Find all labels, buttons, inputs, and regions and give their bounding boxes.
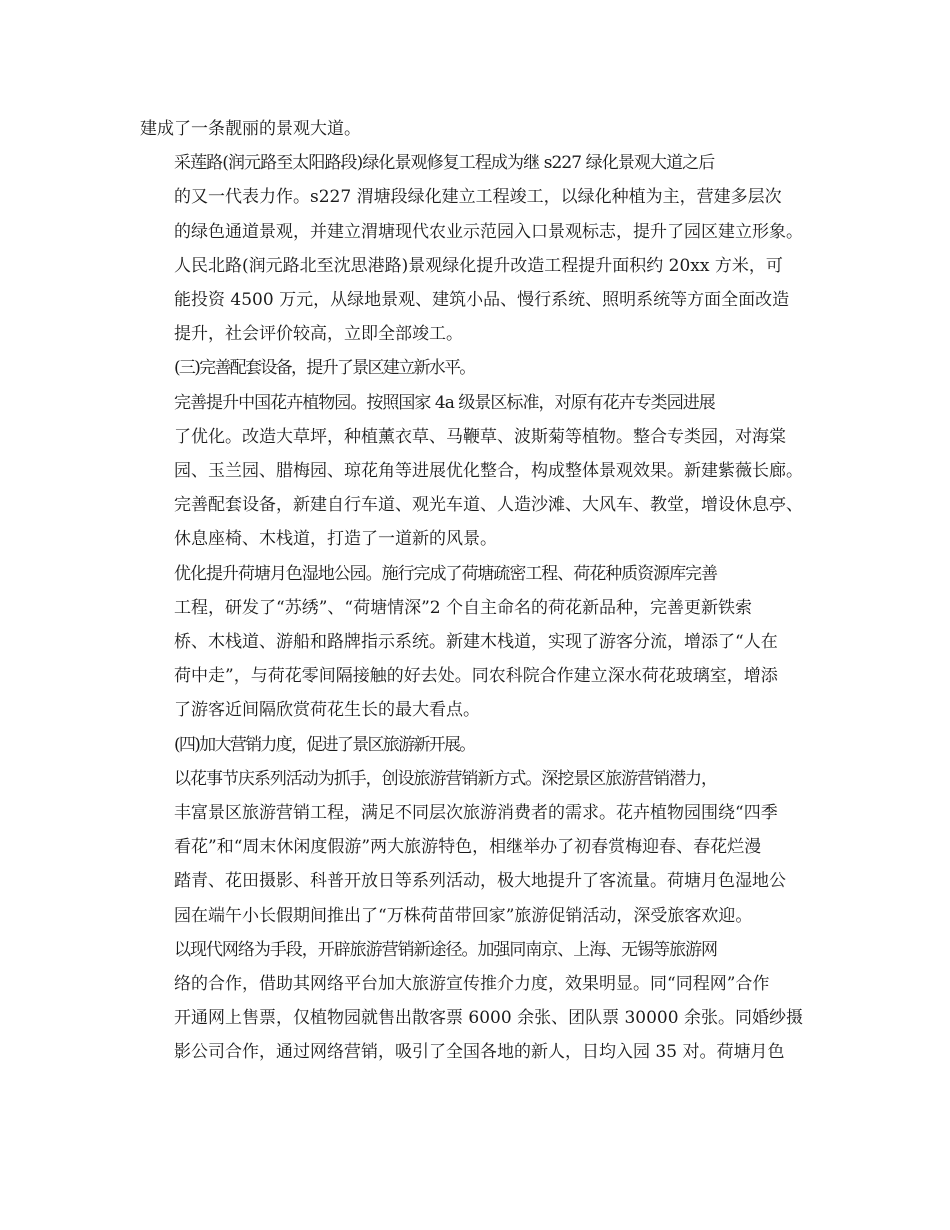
text-line: 以花事节庆系列活动为抓手，创设旅游营销新方式。深挖景区旅游营销潜力， bbox=[174, 768, 717, 789]
text-line: 采莲路(润元路至太阳路段)绿化景观修复工程成为继 s227 绿化景观大道之后 bbox=[174, 153, 715, 174]
text-line: 络的合作，借助其网络平台加大旅游宣传推介力度，效果明显。同“同程网”合作 bbox=[174, 974, 770, 995]
paragraph bbox=[140, 557, 820, 728]
text-line: 提升，社会评价较高，立即全部竣工。 bbox=[174, 324, 463, 345]
text-line: 工程，研发了“苏绣”、“荷塘情深”2 个自主命名的荷花新品种，完善更新铁索 bbox=[174, 597, 752, 618]
text-line: 的绿色通道景观，并建立渭塘现代农业示范园入口景观标志，提升了园区建立形象。 bbox=[174, 221, 803, 242]
text-line: 踏青、花田摄影、科普开放日等系列活动，极大地提升了客流量。荷塘月色湿地公 bbox=[174, 871, 786, 892]
text-line: 的又一代表力作。s227 渭塘段绿化建立工程竣工，以绿化种植为主，营建多层次 bbox=[174, 187, 782, 208]
text-line: 了优化。改造大草坪，种植薰衣草、马鞭草、波斯菊等植物。整合专类园，对海棠 bbox=[174, 426, 786, 447]
text-line: (四)加大营销力度，促进了景区旅游新开展。 bbox=[174, 734, 475, 755]
paragraph bbox=[140, 112, 820, 146]
paragraph bbox=[140, 933, 820, 1070]
text-line: 人民北路(润元路北至沈思港路)景观绿化提升改造工程提升面积约 20xx 方米，可 bbox=[174, 255, 783, 276]
paragraph bbox=[140, 762, 820, 933]
paragraph bbox=[140, 386, 820, 557]
text-line: 桥、木栈道、游船和路牌指示系统。新建木栈道，实现了游客分流，增添了“人在 bbox=[174, 632, 778, 653]
text-line: 建成了一条靓丽的景观大道。 bbox=[140, 119, 361, 139]
text-line: 完善提升中国花卉植物园。按照国家 4a 级景区标准，对原有花卉专类园进展 bbox=[174, 392, 715, 413]
text-line: 能投资 4500 万元，从绿地景观、建筑小品、慢行系统、照明系统等方面全面改造 bbox=[174, 290, 790, 311]
text-line: 看花”和“周末休闲度假游”两大旅游特色，相继举办了初春赏梅迎春、春花烂漫 bbox=[174, 837, 762, 858]
text-line: 园在端午小长假期间推出了“万株荷苗带回家”旅游促销活动，深受旅客欢迎。 bbox=[174, 905, 753, 926]
text-line: 园、玉兰园、腊梅园、琼花角等进展优化整合，构成整体景观效果。新建紫薇长廊。 bbox=[174, 461, 803, 482]
paragraph bbox=[140, 146, 820, 351]
text-line: 以现代网络为手段，开辟旅游营销新途径。加强同南京、上海、无锡等旅游网 bbox=[174, 939, 717, 960]
document-body bbox=[140, 112, 820, 1070]
text-line: 影公司合作，通过网络营销，吸引了全国各地的新人，日均入园 35 对。荷塘月色 bbox=[174, 1042, 785, 1063]
text-line: (三)完善配套设备，提升了景区建立新水平。 bbox=[174, 358, 475, 379]
text-line: 优化提升荷塘月色湿地公园。施行完成了荷塘疏密工程、荷花种质资源库完善 bbox=[174, 563, 717, 584]
text-line: 了游客近间隔欣赏荷花生长的最大看点。 bbox=[174, 700, 480, 721]
text-line: 荷中走”，与荷花零间隔接触的好去处。同农科院合作建立深水荷花玻璃室，增添 bbox=[174, 666, 778, 687]
paragraph bbox=[140, 728, 820, 762]
text-line: 开通网上售票，仅植物园就售出散客票 6000 余张、团队票 30000 余张。同婚纱摄 bbox=[174, 1008, 803, 1029]
text-line: 休息座椅、木栈道，打造了一道新的风景。 bbox=[174, 529, 497, 550]
paragraph bbox=[140, 351, 820, 385]
text-line: 完善配套设备，新建自行车道、观光车道、人造沙滩、大风车、教堂，增设休息亭、 bbox=[174, 495, 803, 516]
text-line: 丰富景区旅游营销工程，满足不同层次旅游消费者的需求。花卉植物园围绕“四季 bbox=[174, 803, 778, 824]
